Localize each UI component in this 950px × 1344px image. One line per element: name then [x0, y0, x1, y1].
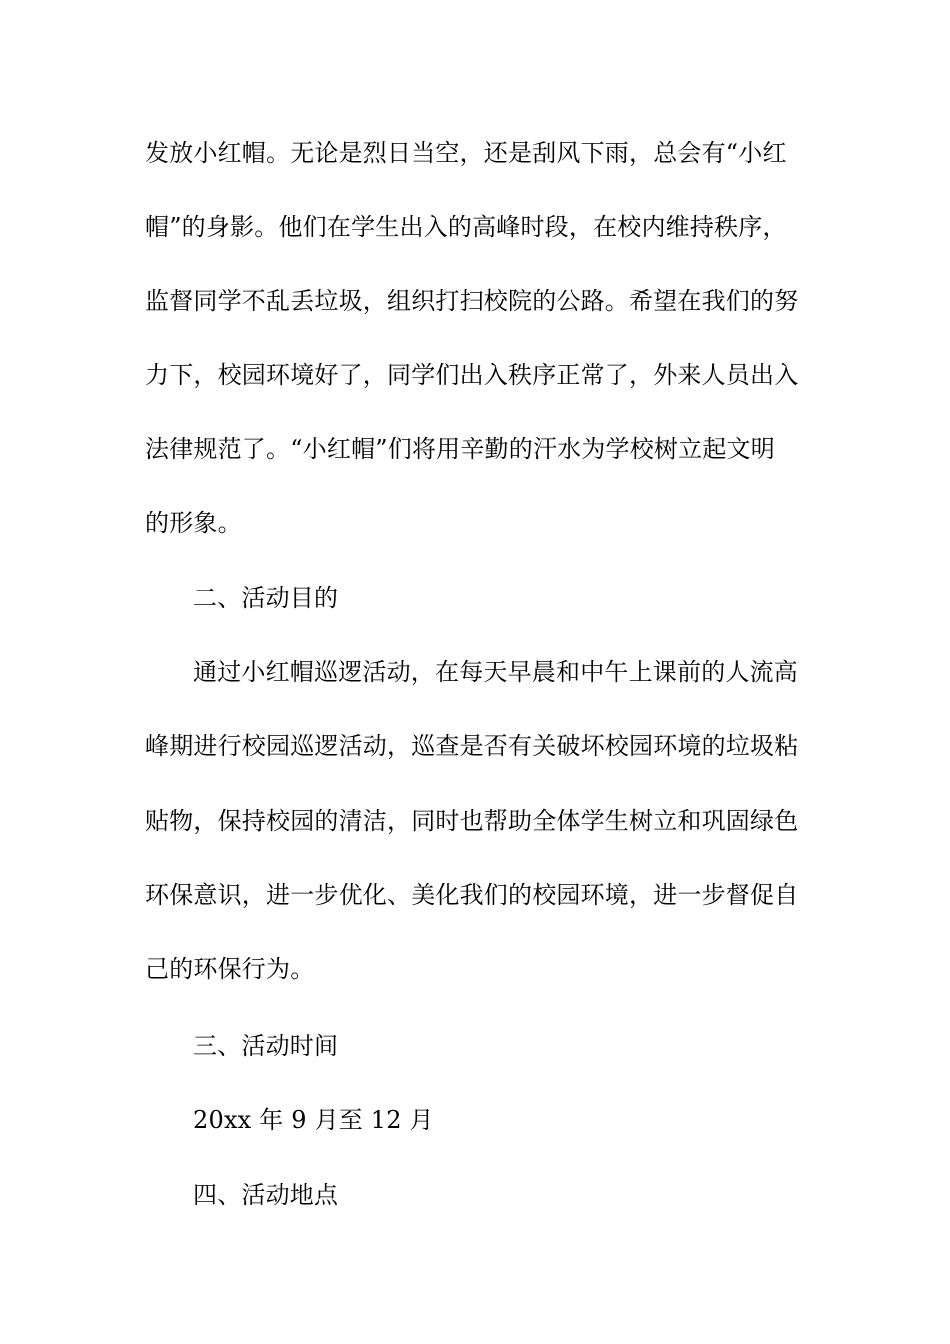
paragraph-line: 力下，校园环境好了，同学们出入秩序正常了，外来人员出入 [145, 361, 799, 389]
activity-time-text: 20xx 年 9 月至 12 月 [193, 1106, 434, 1134]
paragraph-line: 发放小红帽。无论是烈日当空，还是刮风下雨，总会有“小红 [145, 139, 787, 167]
paragraph-line: 贴物，保持校园的清洁，同时也帮助全体学生树立和巩固绿色 [145, 807, 799, 835]
paragraph-line: 己的环保行为。 [145, 955, 315, 983]
section-heading-location: 四、活动地点 [193, 1181, 339, 1209]
paragraph-line: 峰期进行校园巡逻活动，巡查是否有关破坏校园环境的垃圾粘 [145, 732, 799, 760]
paragraph-line: 监督同学不乱丢垃圾，组织打扫校院的公路。希望在我们的努 [145, 287, 799, 315]
section-heading-time: 三、活动时间 [193, 1032, 339, 1060]
section-heading-purpose: 二、活动目的 [193, 584, 339, 612]
paragraph-line: 的形象。 [145, 509, 242, 537]
paragraph-line: 帽”的身影。他们在学生出入的高峰时段，在校内维持秩序， [145, 213, 787, 241]
paragraph-line: 法律规范了。“小红帽”们将用辛勤的汗水为学校树立起文明 [145, 435, 775, 463]
paragraph-line: 通过小红帽巡逻活动，在每天早晨和中午上课前的人流高 [193, 658, 798, 686]
paragraph-line: 环保意识，进一步优化、美化我们的校园环境，进一步督促自 [145, 881, 799, 909]
